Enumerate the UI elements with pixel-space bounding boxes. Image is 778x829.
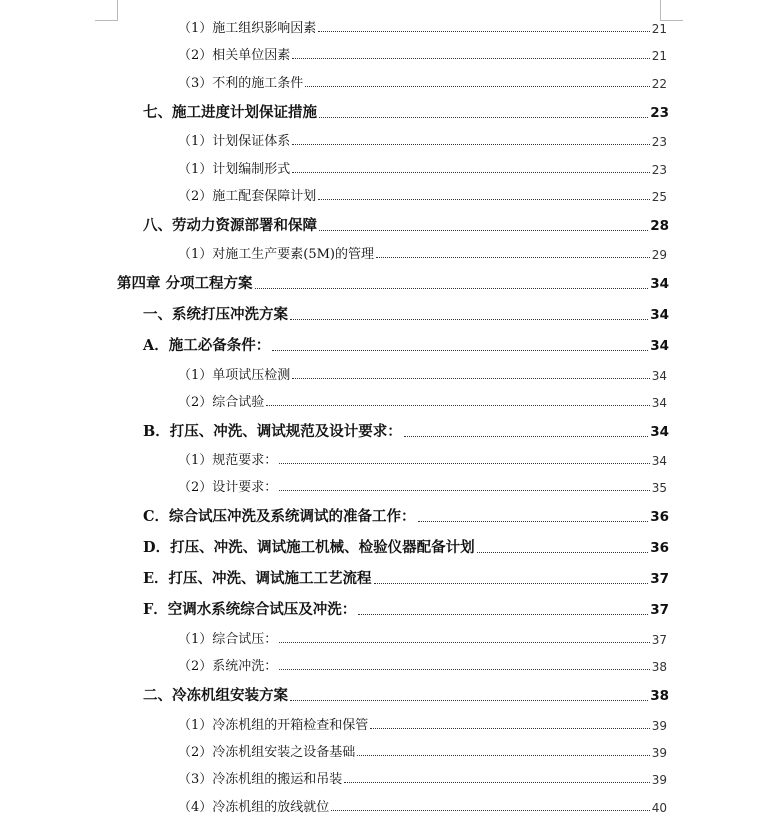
dot-leader <box>319 117 648 118</box>
page-crop-mark-top-right-vertical <box>660 0 661 21</box>
toc-entry-title: D．打压、冲洗、调试施工机械、检验仪器配备计划 <box>143 539 475 556</box>
dot-leader <box>279 463 649 464</box>
toc-entry-page-number: 39 <box>651 719 667 733</box>
dot-leader <box>418 521 649 522</box>
dot-leader <box>279 669 649 670</box>
toc-entry-title: E．打压、冲洗、调试施工工艺流程 <box>143 570 372 587</box>
toc-entry[interactable] <box>143 603 669 618</box>
page-crop-mark-top-left-horizontal <box>95 20 118 21</box>
toc-entry-title: 一、系统打压冲洗方案 <box>143 306 288 323</box>
dot-leader <box>477 552 649 553</box>
toc-entry-title: （2）冷冻机组安装之设备基础 <box>178 745 356 760</box>
dot-leader <box>318 199 649 200</box>
toc-entry-title: 二、冷冻机组安装方案 <box>143 687 288 704</box>
dot-leader <box>404 436 648 437</box>
toc-entry-page-number: 37 <box>650 571 669 587</box>
page-crop-mark-top-right-horizontal <box>660 20 683 21</box>
toc-entry-title: 七、施工进度计划保证措施 <box>143 104 317 121</box>
toc-entry[interactable] <box>143 219 669 234</box>
toc-entry[interactable] <box>178 369 667 382</box>
toc-entry-title: （2）系统冲洗： <box>178 659 278 674</box>
toc-entry-title: （1）计划编制形式 <box>178 162 291 177</box>
toc-entry[interactable] <box>178 248 667 261</box>
dot-leader <box>305 86 649 87</box>
toc-entry-page-number: 23 <box>650 105 669 121</box>
toc-entry-page-number: 36 <box>650 540 669 556</box>
dot-leader <box>358 614 648 615</box>
toc-entry-page-number: 38 <box>651 660 667 674</box>
toc-entry[interactable] <box>143 308 669 323</box>
page-crop-mark-top-left-vertical <box>117 0 118 21</box>
toc-entry-title: （4）冷冻机组的放线就位 <box>178 800 330 815</box>
toc-entry-title: F．空调水系统综合试压及冲洗： <box>143 601 357 618</box>
toc-entry-page-number: 34 <box>651 454 667 468</box>
toc-entry[interactable] <box>178 633 667 646</box>
toc-entry[interactable] <box>178 135 667 148</box>
toc-entry-page-number: 34 <box>650 338 669 354</box>
toc-entry[interactable] <box>178 746 667 759</box>
toc-entry-page-number: 40 <box>651 801 667 815</box>
toc-entry[interactable] <box>178 163 667 176</box>
toc-entry[interactable] <box>143 106 669 121</box>
toc-entry[interactable] <box>178 454 667 467</box>
toc-entry-title: 第四章 分项工程方案 <box>117 275 253 292</box>
toc-entry-page-number: 34 <box>651 396 667 410</box>
toc-entry-title: （1）施工组织影响因素 <box>178 21 317 36</box>
toc-entry-page-number: 21 <box>651 22 667 36</box>
dot-leader <box>292 144 649 145</box>
dot-leader <box>370 728 649 729</box>
toc-entry[interactable] <box>143 510 669 525</box>
dot-leader <box>376 257 650 258</box>
toc-entry-title: （2）施工配套保障计划 <box>178 189 317 204</box>
dot-leader <box>292 58 649 59</box>
toc-entry-page-number: 37 <box>651 633 667 647</box>
toc-entry[interactable] <box>178 719 667 732</box>
dot-leader <box>255 288 649 289</box>
toc-entry-page-number: 34 <box>650 276 669 292</box>
toc-entry-page-number: 37 <box>650 602 669 618</box>
toc-entry-title: 八、劳动力资源部署和保障 <box>143 217 317 234</box>
toc-entry-page-number: 35 <box>651 481 667 495</box>
toc-entry-title: A．施工必备条件： <box>143 337 271 354</box>
toc-entry[interactable] <box>143 572 669 587</box>
dot-leader <box>357 755 649 756</box>
toc-entry-title: C．综合试压冲洗及系统调试的准备工作： <box>143 508 416 525</box>
dot-leader <box>266 405 649 406</box>
toc-entry-page-number: 29 <box>651 248 667 262</box>
toc-entry[interactable] <box>117 277 669 292</box>
toc-entry-page-number: 23 <box>651 135 667 149</box>
toc-entry[interactable] <box>143 339 669 354</box>
toc-entry-title: （2）综合试验 <box>178 395 265 410</box>
toc-entry-page-number: 22 <box>651 77 667 91</box>
toc-entry-page-number: 36 <box>650 509 669 525</box>
toc-entry[interactable] <box>178 773 667 786</box>
toc-entry[interactable] <box>178 801 667 814</box>
dot-leader <box>318 31 649 32</box>
dot-leader <box>292 378 649 379</box>
toc-entry[interactable] <box>143 425 669 440</box>
dot-leader <box>279 642 649 643</box>
toc-entry-title: （3）不利的施工条件 <box>178 76 304 91</box>
toc-entry[interactable] <box>178 77 667 90</box>
toc-entry[interactable] <box>143 689 669 704</box>
dot-leader <box>279 490 649 491</box>
dot-leader <box>292 172 649 173</box>
toc-entry[interactable] <box>178 22 667 35</box>
toc-entry-page-number: 38 <box>650 688 669 704</box>
toc-entry-title: （1）单项试压检测 <box>178 368 291 383</box>
toc-entry-title: （2）设计要求： <box>178 480 278 495</box>
toc-entry-page-number: 34 <box>651 369 667 383</box>
toc-entry-page-number: 23 <box>651 163 667 177</box>
dot-leader <box>319 230 648 231</box>
toc-entry-page-number: 34 <box>650 424 669 440</box>
dot-leader <box>290 700 648 701</box>
toc-entry-title: B．打压、冲洗、调试规范及设计要求： <box>143 423 402 440</box>
dot-leader <box>331 810 649 811</box>
toc-entry-page-number: 21 <box>651 49 667 63</box>
toc-entry[interactable] <box>143 541 669 556</box>
toc-entry-title: （3）冷冻机组的搬运和吊装 <box>178 772 343 787</box>
dot-leader <box>344 782 649 783</box>
toc-entry-page-number: 39 <box>651 773 667 787</box>
toc-entry-title: （1）冷冻机组的开箱检查和保管 <box>178 718 369 733</box>
toc-entry[interactable] <box>178 396 667 409</box>
toc-entry-title: （1）综合试压： <box>178 632 278 647</box>
toc-entry-title: （1）规范要求： <box>178 453 278 468</box>
dot-leader <box>374 583 649 584</box>
toc-entry-page-number: 34 <box>650 307 669 323</box>
toc-entry[interactable] <box>178 49 667 62</box>
toc-entry-page-number: 25 <box>651 190 667 204</box>
toc-entry-title: （1）计划保证体系 <box>178 134 291 149</box>
toc-entry[interactable] <box>178 190 667 203</box>
toc-entry-title: （2）相关单位因素 <box>178 48 291 63</box>
toc-entry[interactable] <box>178 660 667 673</box>
toc-entry-page-number: 28 <box>650 218 669 234</box>
dot-leader <box>272 350 648 351</box>
dot-leader <box>290 319 648 320</box>
toc-entry-title: （1）对施工生产要素(5M)的管理 <box>178 247 374 262</box>
toc-entry[interactable] <box>178 481 667 494</box>
toc-entry-page-number: 39 <box>651 746 667 760</box>
